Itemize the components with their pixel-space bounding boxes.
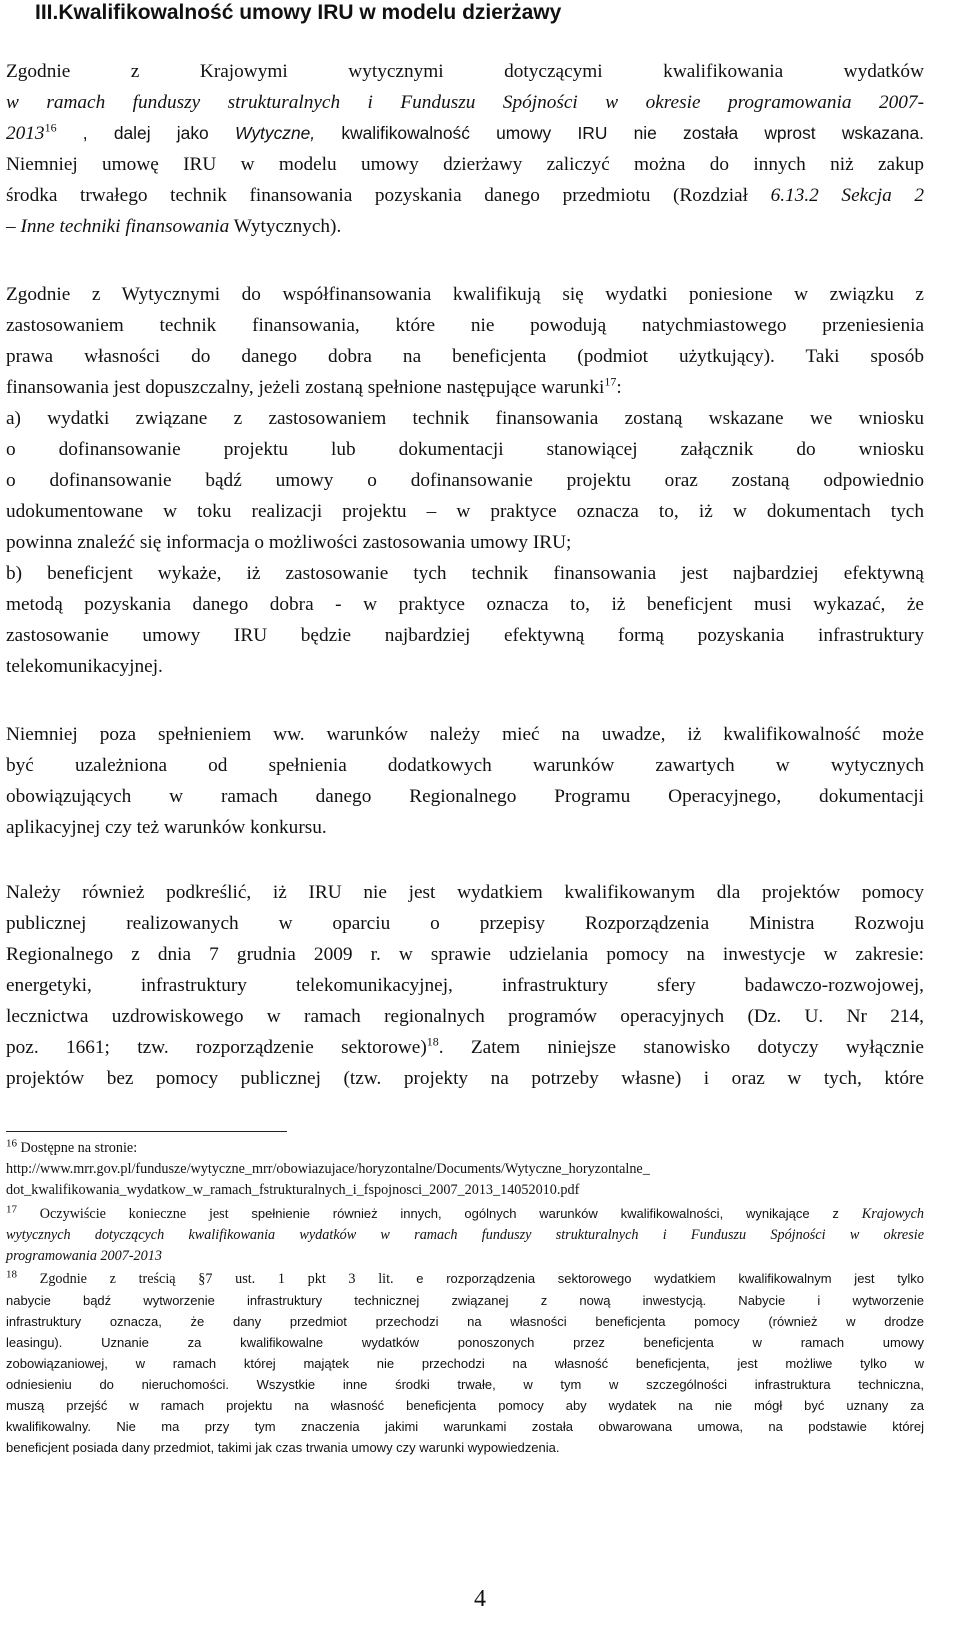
text-line: prawa własności do danego dobra na beneficjenta (podmiot użytkujący). Taki sposób bbox=[6, 346, 924, 367]
text-line: aplikacyjnej czy też warunków konkursu. bbox=[6, 817, 327, 838]
text-line: Regionalnego z dnia 7 grudnia 2009 r. w sprawie udzielania pomocy na inwestycje w zakresie: bbox=[6, 944, 924, 965]
footnote-separator bbox=[6, 1131, 287, 1132]
footnote-line: beneficjent posiada dany przedmiot, takimi jak czas trwania umowy czy warunki wypowiedzenia. bbox=[6, 1440, 560, 1455]
text-line: energetyki, infrastruktury telekomunikacyjnej, infrastruktury sfery badawczo-rozwojowej, bbox=[6, 975, 924, 996]
text-line: Niemniej umowę IRU w modelu umowy dzierżawy zaliczyć można do innych niż zakup bbox=[6, 154, 924, 175]
paragraph-intro bbox=[6, 56, 924, 242]
section-title: III.Kwalifikowalność umowy IRU w modelu dzierżawy bbox=[35, 1, 562, 24]
text-line: obowiązujących w ramach danego Regionalnego Programu Operacyjnego, dokumentacji bbox=[6, 786, 924, 807]
footnote-line: nabycie bądź wytworzenie infrastruktury technicznej związanej z nową inwestycją. Nabycie i wytworzenie bbox=[6, 1293, 924, 1308]
text-line: w ramach funduszy strukturalnych i Funduszu Spójności w okresie programowania 2007- bbox=[6, 92, 924, 113]
footnote-17 bbox=[6, 1203, 924, 1267]
footnote-line: odniesieniu do nieruchomości. Wszystkie inne środki trwałe, w tym w szczególności infrastruktura techniczna, bbox=[6, 1377, 924, 1392]
footnote-ref-16[interactable]: 16 bbox=[44, 120, 57, 135]
text-line: finansowania jest dopuszczalny, jeżeli zostaną spełnione następujące warunki$^{17}$: bbox=[6, 374, 622, 398]
footnote-url-line[interactable]: dot_kwalifikowania_wydatkow_w_ramach_fstrukturalnych_i_fspojnosci_2007_2013_14052010.pdf bbox=[6, 1182, 580, 1198]
footnote-18 bbox=[6, 1268, 924, 1458]
text-line: 2013$^{16}$ , dalej jako Wytyczne, kwalifikowalność umowy IRU nie została wprost wskazana. bbox=[6, 120, 924, 144]
text-line: środka trwałego technik finansowania pozyskania danego przedmiotu (Rozdział 6.13.2 Sekcja 2 bbox=[6, 185, 924, 206]
text-line: poz. 1661; tzw. rozporządzenie sektorowe)$^{18}$. Zatem niniejsze stanowisko dotyczy wyłącznie bbox=[6, 1034, 924, 1058]
footnote-line: leasingu). Uznanie za kwalifikowalne wydatków ponoszonych przez beneficjenta w ramach umowy bbox=[6, 1335, 924, 1350]
text-line: Zgodnie z Krajowymi wytycznymi dotyczącymi kwalifikowania wydatków bbox=[6, 61, 924, 82]
footnote-line: wytycznych dotyczących kwalifikowania wydatków w ramach funduszy strukturalnych i Funduszu Spójności w okresie bbox=[6, 1227, 924, 1243]
footnote-line: $^{17}$ Oczywiście konieczne jest spełnienie również innych, ogólnych warunków kwalifikowalności, wynikające z Krajowych bbox=[6, 1203, 924, 1222]
condition-b-line: zastosowanie umowy IRU będzie najbardziej efektywną formą pozyskania infrastruktury bbox=[6, 625, 924, 646]
footnote-ref-18[interactable]: 18 bbox=[426, 1034, 439, 1049]
paragraph-conditions bbox=[6, 279, 924, 682]
text-line: – Inne techniki finansowania Wytycznych). bbox=[6, 216, 342, 237]
page-number: 4 bbox=[474, 1586, 486, 1612]
paragraph-state-aid bbox=[6, 877, 924, 1094]
condition-a-line: a) wydatki związane z zastosowaniem technik finansowania zostaną wskazane we wniosku bbox=[6, 408, 924, 429]
text-line: publicznej realizowanych w oparciu o przepisy Rozporządzenia Ministra Rozwoju bbox=[6, 913, 924, 934]
condition-b-line: telekomunikacyjnej. bbox=[6, 656, 163, 677]
footnote-line: infrastruktury oznacza, że dany przedmiot przechodzi na własności beneficjenta pomocy (również w drodze bbox=[6, 1314, 924, 1329]
text-line: zastosowaniem technik finansowania, które nie powodują natychmiastowego przeniesienia bbox=[6, 315, 924, 336]
footnote-line: $^{18}$ Zgodnie z treścią §7 ust. 1 pkt 3 lit. e rozporządzenia sektorowego wydatkiem kwalifikowalnym jest tylko bbox=[6, 1268, 924, 1287]
footnote-line: kwalifikowalny. Nie ma przy tym znaczenia jakimi warunkami została obwarowana umowa, na podstawie której bbox=[6, 1419, 924, 1434]
condition-a-line: o dofinansowanie projektu lub dokumentacji stanowiącej załącznik do wniosku bbox=[6, 439, 924, 460]
condition-a-line: o dofinansowanie bądź umowy o dofinansowanie projektu oraz zostaną odpowiednio bbox=[6, 470, 924, 491]
footnote-line: programowania 2007-2013 bbox=[6, 1248, 162, 1264]
condition-a-line: powinna znaleźć się informacja o możliwości zastosowania umowy IRU; bbox=[6, 532, 572, 553]
text-line: lecznictwa uzdrowiskowego w ramach regionalnych programów operacyjnych (Dz. U. Nr 214, bbox=[6, 1006, 924, 1027]
footnote-ref-17[interactable]: 17 bbox=[604, 374, 617, 389]
condition-a-line: udokumentowane w toku realizacji projektu – w praktyce oznacza to, iż w dokumentach tych bbox=[6, 501, 924, 522]
footnote-16 bbox=[6, 1138, 924, 1201]
text-line: projektów bez pomocy publicznej (tzw. projekty na potrzeby własne) i oraz w tych, które bbox=[6, 1068, 924, 1089]
footnote-url-line[interactable]: http://www.mrr.gov.pl/fundusze/wytyczne_mrr/obowiazujace/horyzontalne/Documents/Wytyczne_horyzontalne_ bbox=[6, 1161, 650, 1177]
condition-b-line: b) beneficjent wykaże, iż zastosowanie tych technik finansowania jest najbardziej efektywną bbox=[6, 563, 924, 584]
footnote-line: $^{16}$ Dostępne na stronie: bbox=[6, 1137, 138, 1156]
footnote-line: muszą przejść w ramach projektu na własność beneficjenta pomocy aby wydatek na nie mógł być uznany za bbox=[6, 1398, 924, 1413]
text-line: Zgodnie z Wytycznymi do współfinansowania kwalifikują się wydatki poniesione w związku z bbox=[6, 284, 924, 305]
text-line: być uzależniona od spełnienia dodatkowych warunków zawartych w wytycznych bbox=[6, 755, 924, 776]
condition-b-line: metodą pozyskania danego dobra - w praktyce oznacza to, iż beneficjent musi wykazać, że bbox=[6, 594, 924, 615]
footnote-line: zobowiązaniowej, w ramach której majątek nie przechodzi na własność beneficjenta, jest możliwe tylko w bbox=[6, 1356, 924, 1371]
text-line: Niemniej poza spełnieniem ww. warunków należy mieć na uwadze, iż kwalifikowalność może bbox=[6, 724, 924, 745]
text-line: Należy również podkreślić, iż IRU nie jest wydatkiem kwalifikowanym dla projektów pomocy bbox=[6, 882, 924, 903]
paragraph-additional-conditions bbox=[6, 719, 924, 843]
